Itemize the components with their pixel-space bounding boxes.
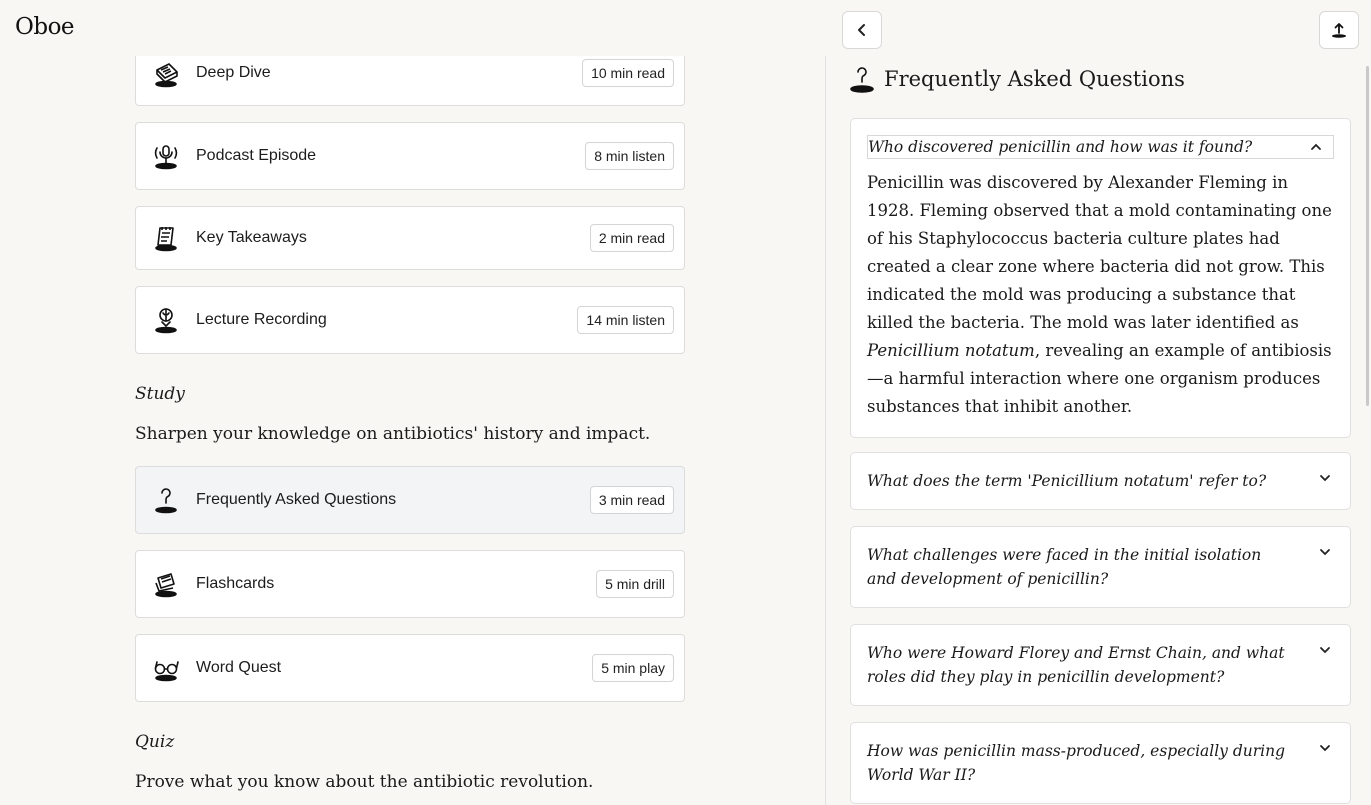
lecture-icon [150, 304, 182, 336]
chevron-down-icon [1318, 471, 1332, 485]
study-item-label: Flashcards [196, 575, 275, 592]
duration-badge: 8 min listen [585, 142, 674, 170]
faq-answer-text: Penicillin was discovered by Alexander Fleming in 1928. Fleming observed that a mold contaminating one of his Staphylococcus bacteria culture plates had created a clear zone where bacteria did not grow. This indicated the mold was producing a substance that killed the bacteria. The mold was later identified as [867, 173, 1332, 332]
chevron-left-icon [853, 21, 871, 39]
newspaper-icon [150, 57, 182, 89]
header-bar [0, 0, 826, 56]
study-item-label: Frequently Asked Questions [196, 491, 397, 508]
faq-question-text: What does the term 'Penicillium notatum' refer to? [867, 472, 1267, 490]
duration-badge: 3 min read [590, 486, 674, 514]
flashcards-icon [150, 568, 182, 600]
duration-badge: 5 min drill [596, 570, 674, 598]
duration-badge: 2 min read [590, 224, 674, 252]
faq-answer-text: , revealing an example of antibiosis—a harmful interaction where one organism produces substances that inhibit another. [867, 341, 1332, 416]
faq-question-text: Who discovered penicillin and how was it found? [868, 138, 1253, 156]
study-item-faq[interactable] [135, 466, 685, 534]
chevron-down-icon [1318, 643, 1332, 657]
duration-badge: 10 min read [582, 59, 674, 87]
faq-item[interactable] [850, 722, 1351, 804]
faq-answer-term: Penicillium notatum [867, 341, 1035, 360]
study-description: Sharpen your knowledge on antibiotics' history and impact. [135, 424, 651, 444]
learn-item-lecture-recording[interactable] [135, 286, 685, 354]
learn-item-key-takeaways[interactable] [135, 206, 685, 270]
glasses-icon [150, 652, 182, 684]
duration-badge: 14 min listen [577, 306, 674, 334]
question-icon [848, 64, 876, 94]
notepad-icon [150, 222, 182, 254]
quiz-description: Prove what you know about the antibiotic revolution. [135, 772, 594, 792]
faq-question-toggle[interactable] [867, 135, 1334, 159]
faq-item[interactable] [850, 526, 1351, 608]
faq-question-text: What challenges were faced in the initial isolation and development of penicillin? [867, 546, 1262, 588]
back-button[interactable] [842, 11, 882, 49]
app-logo[interactable]: Oboe [15, 14, 75, 40]
scrollbar[interactable] [1366, 66, 1369, 406]
study-item-label: Word Quest [196, 659, 282, 676]
question-icon [150, 484, 182, 516]
study-heading: Study [135, 384, 185, 404]
faq-item[interactable] [850, 624, 1351, 706]
learn-item-label: Key Takeaways [196, 229, 307, 246]
duration-badge: 5 min play [592, 654, 674, 682]
panel-title [848, 64, 1185, 94]
study-item-word-quest[interactable] [135, 634, 685, 702]
chevron-up-icon [1309, 140, 1323, 154]
microphone-icon [150, 140, 182, 172]
learn-item-label: Deep Dive [196, 64, 271, 81]
faq-panel [826, 0, 1371, 805]
faq-answer [867, 169, 1334, 421]
panel-title-text: Frequently Asked Questions [884, 67, 1185, 91]
faq-item [850, 118, 1351, 438]
faq-question-text: How was penicillin mass-produced, especially during World War II? [867, 742, 1286, 784]
learn-item-label: Lecture Recording [196, 311, 327, 328]
chevron-down-icon [1318, 741, 1332, 755]
learn-item-label: Podcast Episode [196, 147, 317, 164]
upload-icon [1330, 21, 1348, 39]
learn-item-podcast-episode[interactable] [135, 122, 685, 190]
faq-question-text: Who were Howard Florey and Ernst Chain, and what roles did they play in penicillin development? [867, 644, 1285, 686]
quiz-heading: Quiz [135, 732, 175, 752]
faq-item[interactable] [850, 452, 1351, 510]
chevron-down-icon [1318, 545, 1332, 559]
share-button[interactable] [1319, 11, 1359, 49]
study-item-flashcards[interactable] [135, 550, 685, 618]
